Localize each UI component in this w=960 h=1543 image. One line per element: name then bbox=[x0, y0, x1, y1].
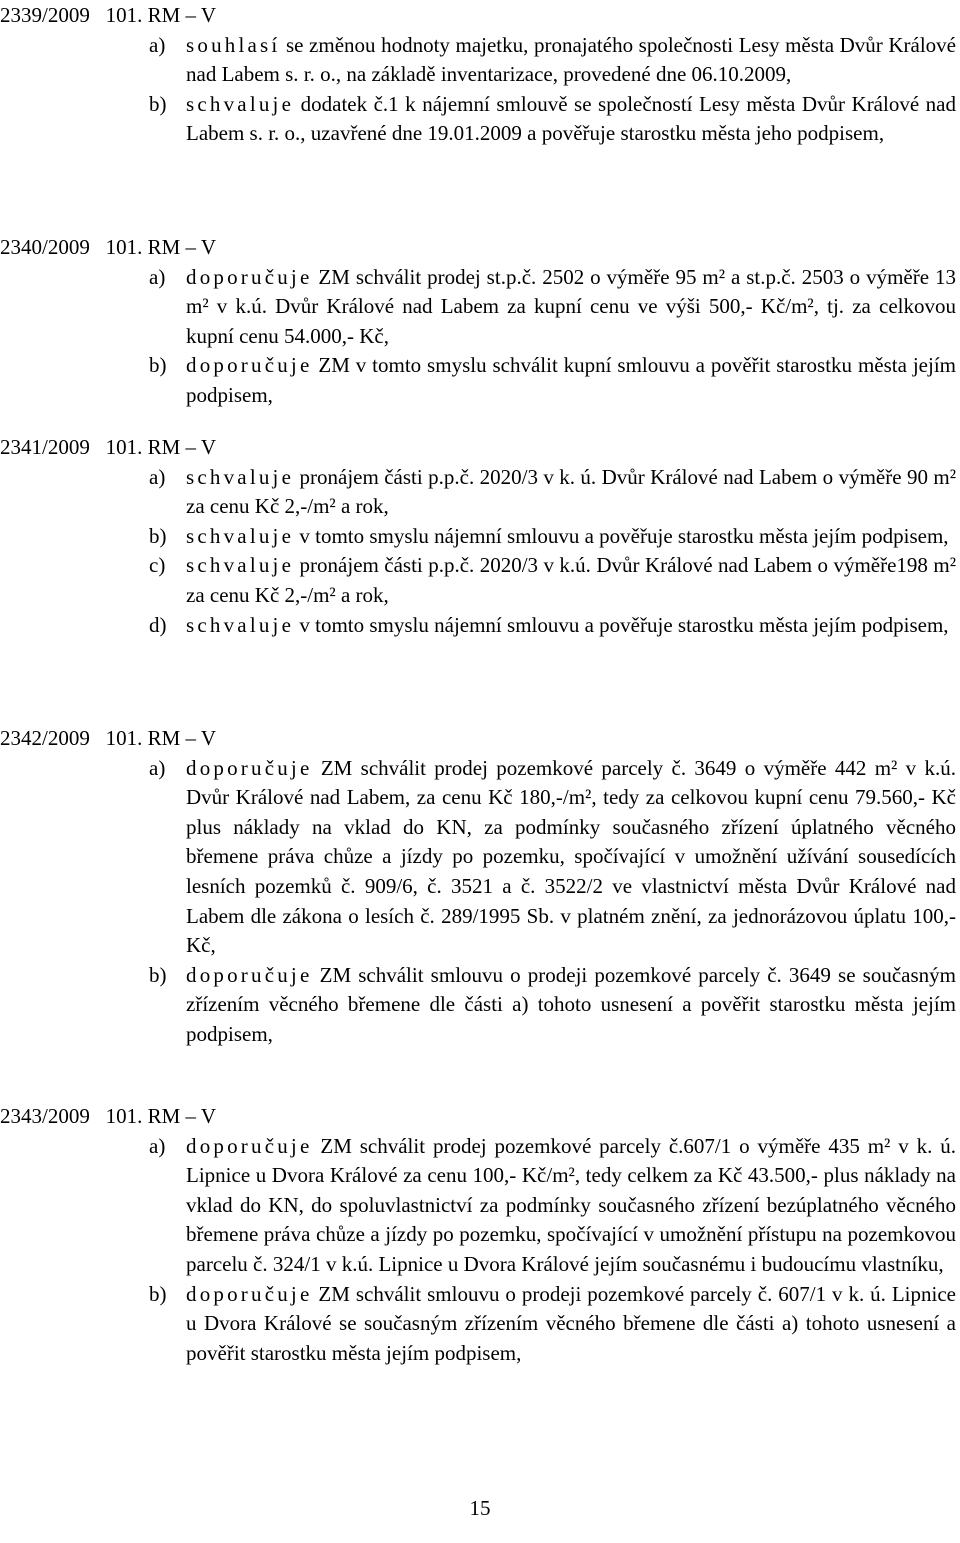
meeting-ref: 101. RM – V bbox=[105, 235, 217, 259]
resolution-block bbox=[0, 1, 960, 149]
item-text: ZM schválit smlouvu o prodeji pozemkové parcely č. 607/1 v k. ú. Lipnice u Dvora Králové se současným zřízením věcného břemene dle části a) tohoto usnesení a pověřit starostku města jejím podpisem, bbox=[186, 1281, 956, 1365]
meeting-ref: 101. RM – V bbox=[105, 435, 217, 459]
resolution-number: 2343/2009 bbox=[0, 1104, 90, 1128]
meeting-ref: 101. RM – V bbox=[105, 1104, 217, 1128]
item-keyword: doporučuje bbox=[186, 755, 313, 780]
resolution-item bbox=[0, 1280, 956, 1369]
resolution-header bbox=[0, 233, 960, 263]
item-label: a) bbox=[149, 264, 166, 289]
item-text: ZM v tomto smyslu schválit kupní smlouvu a pověřit starostku města jejím podpisem, bbox=[186, 353, 956, 407]
resolution-item bbox=[0, 551, 956, 610]
resolution-block bbox=[0, 233, 960, 411]
resolution-item bbox=[0, 522, 956, 552]
resolution-number: 2341/2009 bbox=[0, 435, 90, 459]
item-keyword: schvaluje bbox=[186, 612, 295, 637]
item-label: b) bbox=[149, 962, 167, 987]
resolution-number: 2339/2009 bbox=[0, 3, 90, 27]
item-keyword: doporučuje bbox=[186, 1281, 313, 1306]
item-keyword: souhlasí bbox=[186, 32, 281, 57]
resolution-block bbox=[0, 1102, 960, 1368]
resolution-item bbox=[0, 463, 956, 522]
item-text: se změnou hodnoty majetku, pronajatého společnosti Lesy města Dvůr Králové nad Labem s. r. o., na základě inventarizace, provedené dne 06.10.2009, bbox=[186, 32, 956, 87]
resolution-item bbox=[0, 754, 956, 961]
resolution-item bbox=[0, 90, 956, 149]
item-keyword: schvaluje bbox=[186, 91, 295, 116]
item-label: b) bbox=[149, 91, 167, 116]
resolution-block bbox=[0, 433, 960, 640]
item-text: pronájem části p.p.č. 2020/3 v k. ú. Dvůr Králové nad Labem o výměře 90 m² za cenu Kč 2,-/m² a rok, bbox=[186, 464, 956, 519]
item-keyword: doporučuje bbox=[186, 264, 313, 289]
item-keyword: doporučuje bbox=[186, 1133, 313, 1158]
resolution-header bbox=[0, 724, 960, 754]
item-label: a) bbox=[149, 1133, 166, 1158]
item-text: ZM schválit prodej st.p.č. 2502 o výměře 95 m² a st.p.č. 2503 o výměře 13 m² v k.ú. Dvůr Králové nad Labem za kupní cenu ve výši 500,- Kč/m², tj. za celkovou kupní cenu 54.000,- Kč, bbox=[186, 264, 956, 348]
item-label: a) bbox=[149, 32, 166, 57]
item-label: b) bbox=[149, 523, 167, 548]
resolution-block bbox=[0, 724, 960, 1050]
resolution-header bbox=[0, 433, 960, 463]
item-keyword: schvaluje bbox=[186, 464, 295, 489]
resolution-header bbox=[0, 1102, 960, 1132]
item-label: a) bbox=[149, 464, 166, 489]
resolution-item bbox=[0, 1132, 956, 1280]
item-keyword: schvaluje bbox=[186, 523, 295, 548]
item-text: v tomto smyslu nájemní smlouvu a pověřuje starostku města jejím podpisem, bbox=[294, 523, 949, 548]
resolution-item bbox=[0, 263, 956, 352]
item-label: c) bbox=[149, 553, 166, 578]
resolution-number: 2340/2009 bbox=[0, 235, 90, 259]
resolution-item bbox=[0, 31, 956, 90]
resolution-item bbox=[0, 961, 956, 1050]
item-label: a) bbox=[149, 755, 166, 780]
resolution-item bbox=[0, 351, 956, 410]
item-text: v tomto smyslu nájemní smlouvu a pověřuje starostku města jejím podpisem, bbox=[294, 612, 949, 637]
item-text: dodatek č.1 k nájemní smlouvě se společností Lesy města Dvůr Králové nad Labem s. r. o., uzavřené dne 19.01.2009 a pověřuje starostku města jeho podpisem, bbox=[186, 91, 956, 146]
item-keyword: doporučuje bbox=[186, 353, 313, 378]
resolution-header bbox=[0, 1, 960, 31]
item-text: ZM schválit smlouvu o prodeji pozemkové parcely č. 3649 se současným zřízením věcného břemene dle části a) tohoto usnesení a pověřit starostku města jejím podpisem, bbox=[186, 962, 956, 1046]
item-text: ZM schválit prodej pozemkové parcely č.607/1 o výměře 435 m² v k. ú. Lipnice u Dvora Králové za cenu 100,- Kč/m², tedy celkem za Kč 43.500,- plus náklady na vklad do KN, do spoluvlastnictví za podmínky současného zřízení bezúplatného věcného břemene práva chůze a jízdy po pozemku, spočívající v umožnění přístupu na pozemkovou parcelu č. 324/1 v k.ú. Lipnice u Dvora Králové jejím současnému i budoucímu vlastníku, bbox=[186, 1133, 956, 1276]
item-text: pronájem části p.p.č. 2020/3 v k.ú. Dvůr Králové nad Labem o výměře198 m² za cenu Kč 2,-/m² a rok, bbox=[186, 553, 956, 607]
page-number: 15 bbox=[469, 1496, 491, 1520]
item-text: ZM schválit prodej pozemkové parcely č. 3649 o výměře 442 m² v k.ú. Dvůr Králové nad Labem, za cenu Kč 180,-/m², tedy za celkovou kupní cenu 79.560,- Kč plus náklady na vklad do KN, za podmínky současného zřízení úplatného věcného břemene práva chůze a jízdy po pozemku, spočívající v umožnění užívání sousedících lesních pozemků č. 909/6, č. 3521 a č. 3522/2 ve vlastnictví města Dvůr Králové nad Labem dle zákona o lesích č. 289/1995 Sb. v platném znění, za jednorázovou úplatu 100,- Kč, bbox=[186, 755, 956, 958]
item-label: b) bbox=[149, 353, 167, 378]
item-label: d) bbox=[149, 612, 167, 637]
resolution-item bbox=[0, 611, 956, 641]
item-keyword: schvaluje bbox=[186, 553, 295, 578]
item-label: b) bbox=[149, 1281, 167, 1306]
resolution-number: 2342/2009 bbox=[0, 726, 90, 750]
meeting-ref: 101. RM – V bbox=[105, 3, 217, 27]
item-keyword: doporučuje bbox=[186, 962, 313, 987]
meeting-ref: 101. RM – V bbox=[105, 726, 217, 750]
